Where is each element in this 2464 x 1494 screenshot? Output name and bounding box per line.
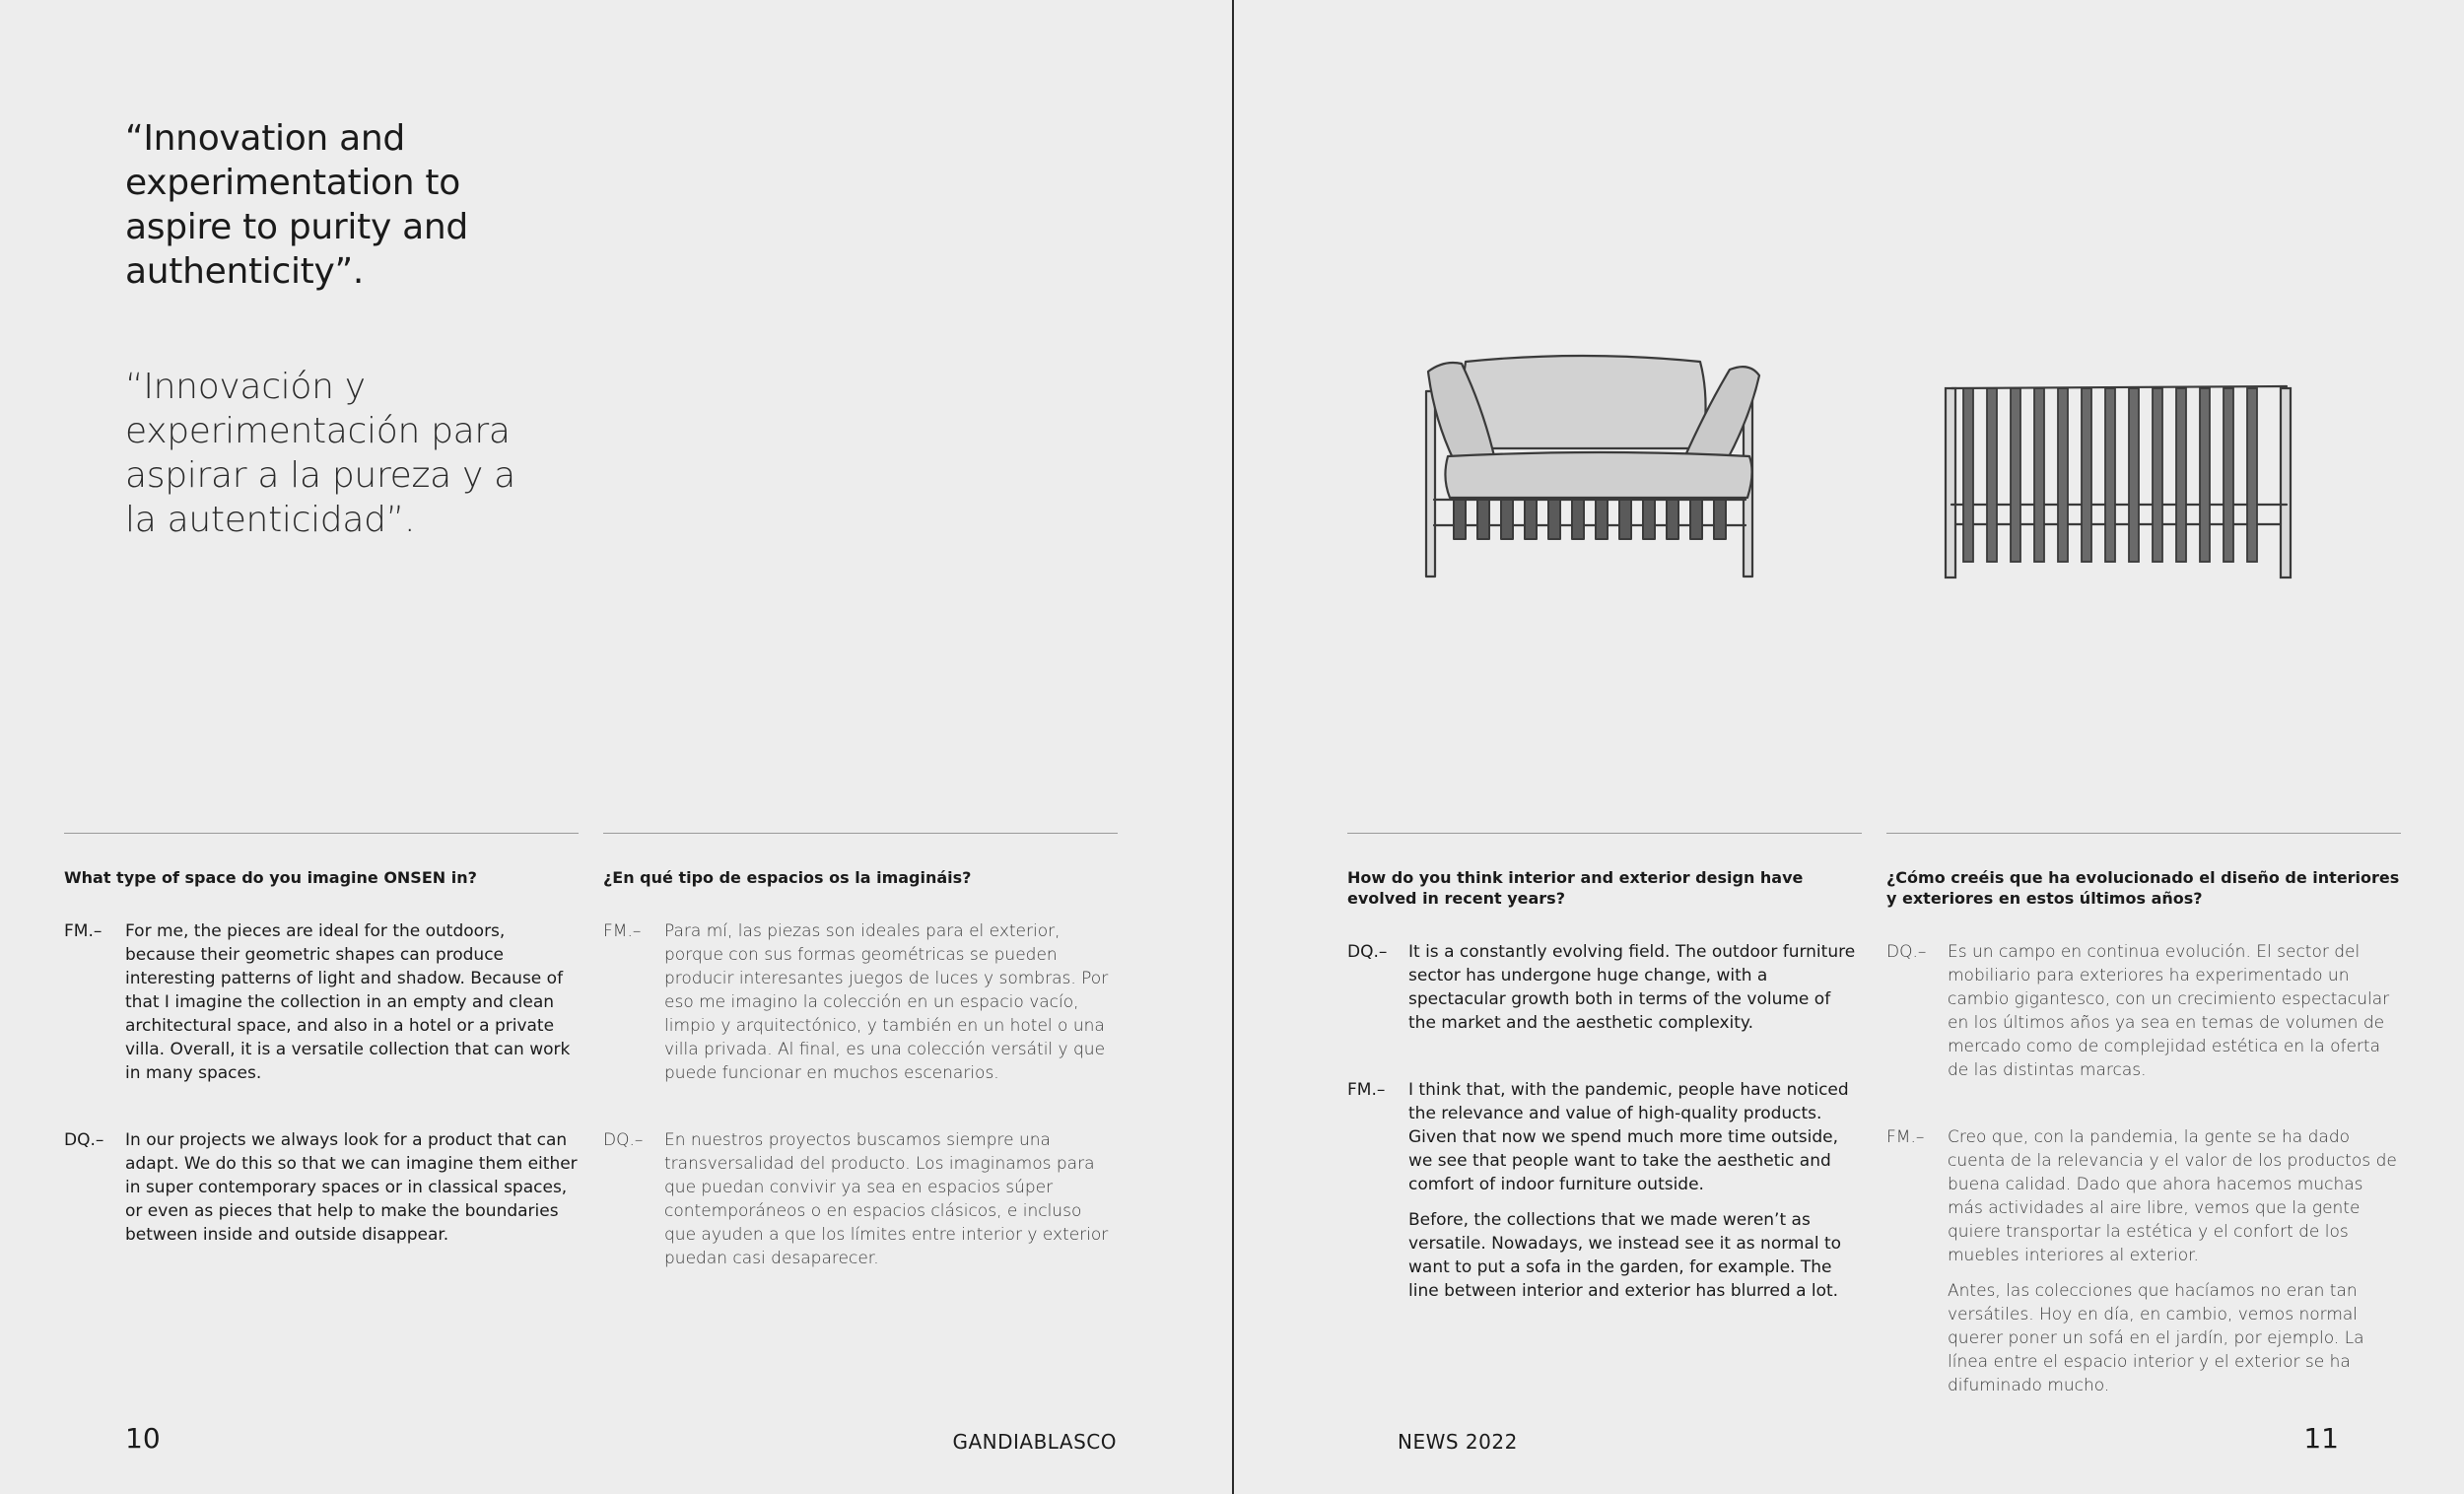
answers-list	[603, 919, 1118, 1282]
answer-paragraph: Before, the collections that we made weren’t as versatile. Nowadays, we instead see it as normal to want to put a sofa in the garden, for example. The line between interior and exterior has blurred a lot.	[1408, 1210, 1842, 1301]
answer-text	[1948, 940, 2401, 1094]
answers-list	[64, 919, 579, 1258]
answer-block	[1347, 1078, 1862, 1315]
answer-block	[1886, 940, 2401, 1094]
speaker-initials: FM.–	[1347, 1080, 1386, 1100]
answer-paragraph: I think that, with the pandemic, people have noticed the relevance and value of high-quality products. Given that now we spend much more time outside, we see that people want to take the aesthetic and comfort of indoor furniture outside.	[1408, 1080, 1849, 1194]
answer-block	[64, 919, 579, 1097]
speaker-initials: DQ.–	[1347, 942, 1388, 962]
answers-list	[1347, 940, 1862, 1315]
speaker-initials: FM.–	[603, 921, 642, 941]
answer-text	[1948, 1125, 2401, 1409]
column-divider	[64, 833, 579, 834]
answer-paragraph: Creo que, con la pandemia, la gente se ha dado cuenta de la relevancia y el valor de los productos de buena calidad. Dado que ahora hacemos muchas más actividades al aire libre, vemos que la gente quiere transportar la estética y el confort de los muebles interiores al exterior.	[1948, 1127, 2397, 1265]
brand-name: GANDIABLASCO	[952, 1430, 1117, 1454]
answer-text	[125, 1128, 579, 1258]
armchair-sketch-icon	[1414, 340, 1789, 586]
interview-column-spanish	[1886, 833, 2401, 1441]
speaker-initials: DQ.–	[603, 1130, 644, 1150]
answer-text	[125, 919, 579, 1097]
page-number-left: 10	[125, 1422, 161, 1455]
answer-text	[1408, 1078, 1862, 1315]
interview-question: What type of space do you imagine ONSEN in?	[64, 868, 477, 887]
slatted-armchair-back-sketch-icon	[1942, 374, 2296, 586]
answer-paragraph: Para mí, las piezas son ideales para el exterior, porque con sus formas geométricas se pueden producir interesantes juegos de luces y sombras. Por eso me imagino la colección en un espacio vacío, limpio y arquitectónico, y también en un hotel o una villa privada. Al final, es una colección versátil y que puede funcionar en muchos escenarios.	[664, 921, 1109, 1083]
right-page	[1232, 0, 2464, 1494]
answer-text	[1408, 940, 1862, 1047]
answer-block	[603, 919, 1118, 1097]
page-number-right: 11	[2303, 1422, 2339, 1455]
answer-paragraph: For me, the pieces are ideal for the outdoors, because their geometric shapes can produce interesting patterns of light and shadow. Because of that I imagine the collection in an empty and clean architectural space, and also in a hotel or a private villa. Overall, it is a versatile collection that can work in many spaces.	[125, 921, 571, 1083]
interview-column-english	[1347, 833, 1862, 1346]
answer-paragraph: In our projects we always look for a product that can adapt. We do this so that we can imagine them either in super contemporary spaces or in classical spaces, or even as pieces that help to make the boundaries between inside and outside disappear.	[125, 1130, 578, 1245]
answer-block	[603, 1128, 1118, 1282]
pull-quote-spanish: “Innovación y experimentación para aspirar a la pureza y a la autenticidad”.	[125, 367, 515, 540]
answer-block	[1347, 940, 1862, 1047]
speaker-initials: FM.–	[64, 921, 103, 941]
issue-label: NEWS 2022	[1398, 1430, 1518, 1454]
answer-paragraph: En nuestros proyectos buscamos siempre una transversalidad del producto. Los imaginamos para que puedan convivir ya sea en espacios súper contemporáneos o en espacios clásicos, e incluso que ayuden a que los límites entre interior y exterior puedan casi desaparecer.	[664, 1130, 1109, 1268]
speaker-initials: DQ.–	[64, 1130, 104, 1150]
speaker-initials: DQ.–	[1886, 942, 1927, 962]
interview-column-english	[64, 833, 579, 1290]
column-divider	[1886, 833, 2401, 834]
answer-block	[64, 1128, 579, 1258]
answer-text	[664, 1128, 1118, 1282]
pull-quote-english: “Innovation and experimentation to aspire to purity and authenticity”.	[125, 118, 468, 292]
interview-question: ¿Cómo creéis que ha evolucionado el diseño de interiores y exteriores en estos últimos años?	[1886, 868, 2400, 908]
answer-paragraph: Antes, las colecciones que hacíamos no eran tan versátiles. Hoy en día, en cambio, vemos normal querer poner un sofá en el jardín, por ejemplo. La línea entre el espacio interior y el exterior se ha difuminado mucho.	[1948, 1281, 2364, 1395]
answer-paragraph: It is a constantly evolving field. The outdoor furniture sector has undergone huge change, with a spectacular growth both in terms of the volume of the market and the aesthetic complexity.	[1408, 942, 1856, 1033]
column-divider	[603, 833, 1118, 834]
answer-block	[1886, 1125, 2401, 1409]
interview-column-spanish	[603, 833, 1118, 1314]
interview-question: How do you think interior and exterior design have evolved in recent years?	[1347, 868, 1804, 908]
interview-question: ¿En qué tipo de espacios os la imagináis?	[603, 868, 972, 887]
column-divider	[1347, 833, 1862, 834]
answer-text	[664, 919, 1118, 1097]
answer-paragraph: Es un campo en continua evolución. El sector del mobiliario para exteriores ha experimentado un cambio gigantesco, con un crecimiento espectacular en los últimos años ya sea en temas de volumen de mercado como de complejidad estética en la oferta de las distintas marcas.	[1948, 942, 2390, 1080]
answers-list	[1886, 940, 2401, 1409]
speaker-initials: FM.–	[1886, 1127, 1925, 1147]
